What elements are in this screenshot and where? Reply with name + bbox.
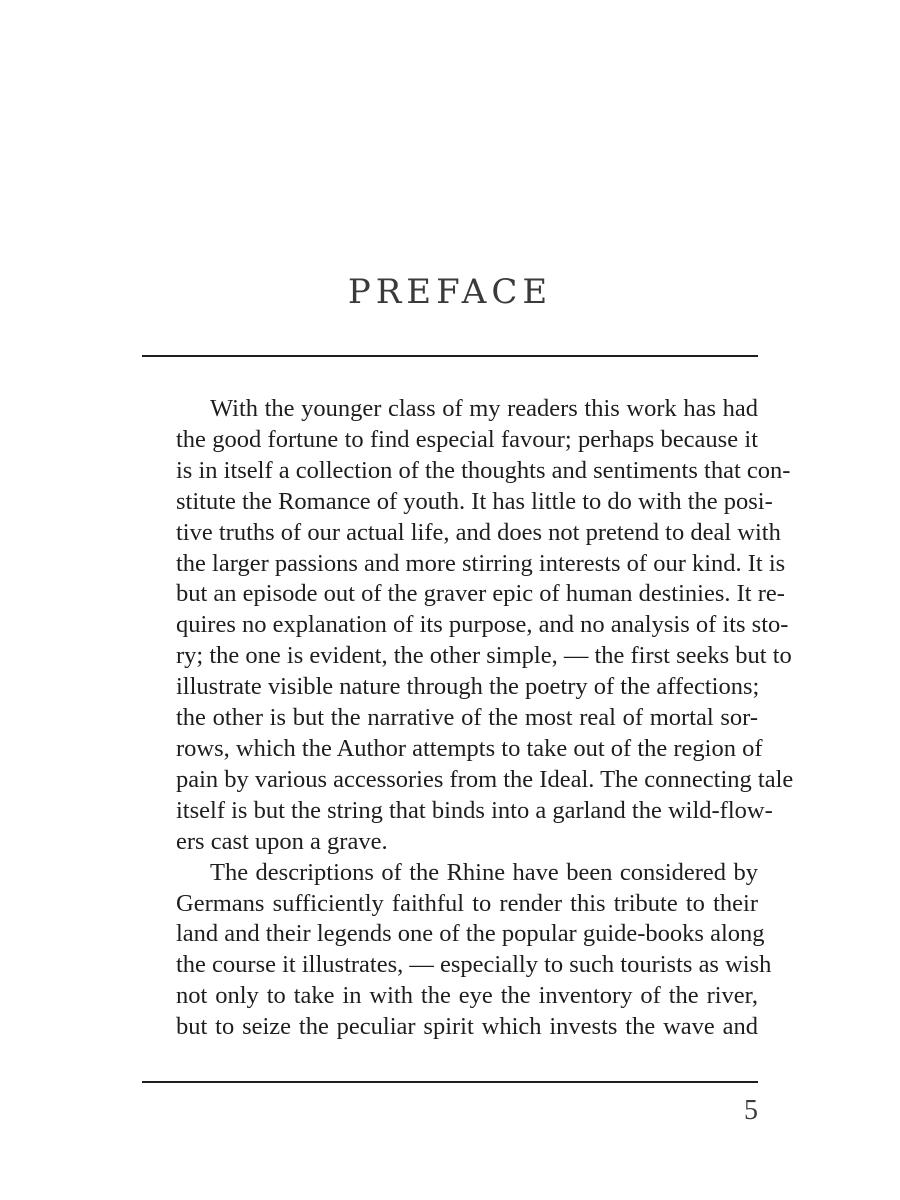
text-line: not only to take in with the eye the inventory of the river,	[176, 982, 758, 1010]
text-line: pain by various accessories from the Ideal. The connecting tale	[176, 765, 794, 793]
text-line: but an episode out of the graver epic of human destinies. It re-	[176, 580, 785, 608]
text-line: The descriptions of the Rhine have been considered by	[210, 858, 758, 886]
text-line: tive truths of our actual life, and does not pretend to deal with	[176, 518, 781, 546]
paragraph	[142, 394, 794, 858]
page-title: PREFACE	[347, 272, 553, 312]
text-line: ers cast upon a grave.	[176, 827, 388, 855]
text-line: the course it illustrates, — especially to such tourists as wish	[176, 951, 772, 979]
text-line: illustrate visible nature through the poetry of the affections;	[176, 673, 760, 701]
text-line: Germans sufficiently faithful to render this tribute to their	[176, 889, 758, 917]
text-line: is in itself a collection of the thoughts and sentiments that con-	[176, 456, 791, 484]
page-number: 5	[744, 1095, 758, 1126]
text-line: the other is but the narrative of the most real of mortal sor-	[176, 704, 758, 732]
text-line: itself is but the string that binds into a garland the wild-flow-	[176, 796, 773, 824]
text-line: the good fortune to find especial favour; perhaps because it	[176, 425, 758, 453]
text-line: stitute the Romance of youth. It has little to do with the posi-	[176, 487, 773, 515]
text-line: rows, which the Author attempts to take out of the region of	[176, 734, 763, 762]
body-text	[142, 394, 794, 1043]
text-line: land and their legends one of the popular guide-books along	[176, 920, 765, 948]
header-rule	[142, 355, 758, 357]
footer-rule	[142, 1081, 758, 1083]
text-line: but to seize the peculiar spirit which invests the wave and	[176, 1013, 758, 1041]
text-line: the larger passions and more stirring interests of our kind. It is	[176, 549, 786, 577]
paragraph	[142, 858, 772, 1043]
text-line: quires no explanation of its purpose, and no analysis of its sto-	[176, 611, 789, 639]
text-line: With the younger class of my readers this work has had	[210, 395, 758, 422]
text-line: ry; the one is evident, the other simple, — the first seeks but to	[176, 642, 792, 670]
